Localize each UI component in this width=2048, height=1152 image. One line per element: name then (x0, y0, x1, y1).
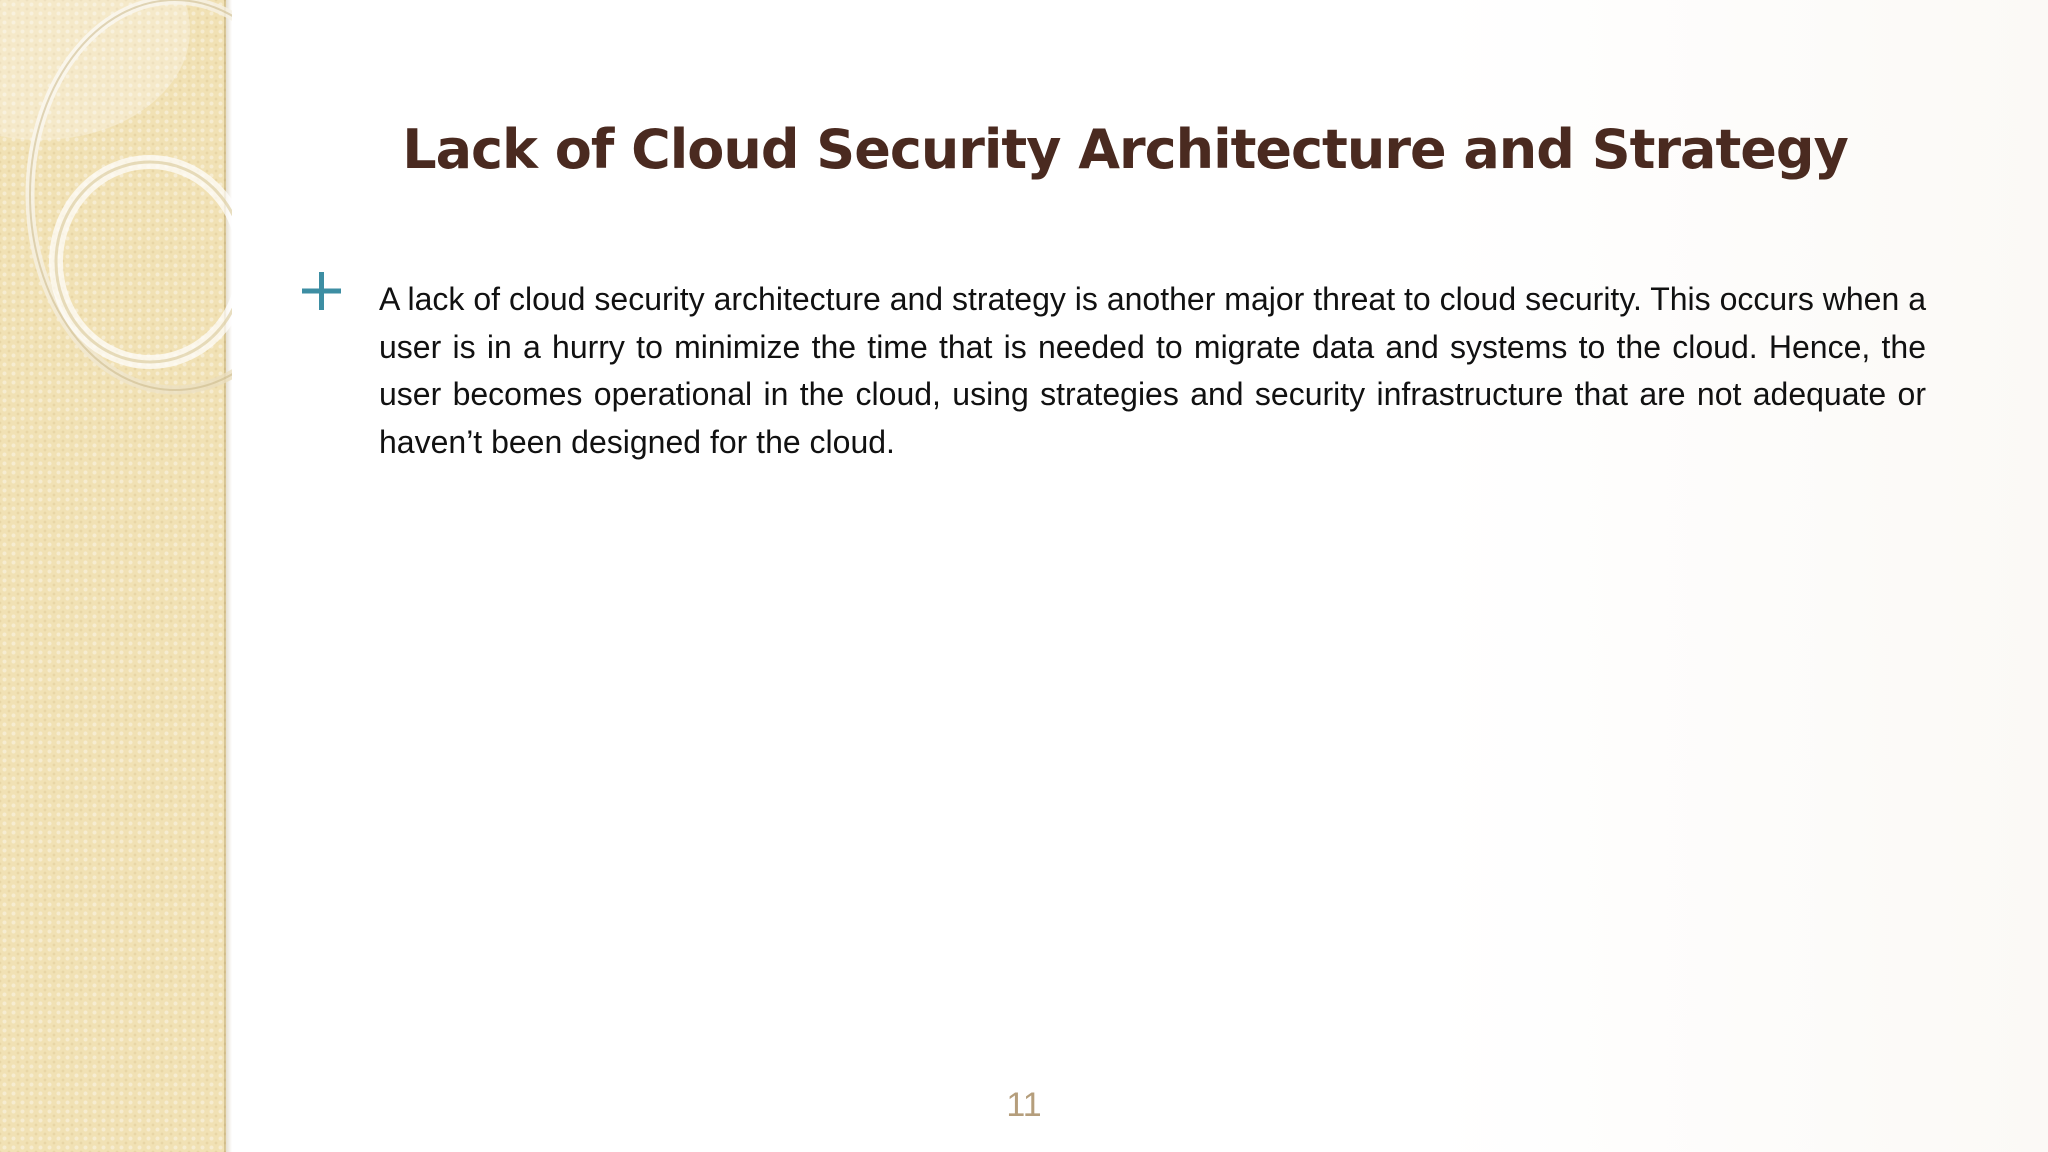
slide-number: 11 (1006, 1086, 1042, 1124)
slide-title: Lack of Cloud Security Architecture and Strategy (402, 118, 1848, 181)
decorative-swirl-graphic (0, 0, 232, 400)
bullet-text: A lack of cloud security architecture and strategy is another major threat to cloud security. This occurs when a user is in a hurry to minimize the time that is needed to migrate data and systems to the cloud. Hence, the user becomes operational in the cloud, using strategies and security infrastructure that are not adequate or haven’t been designed for the cloud. (379, 281, 1926, 460)
plus-icon (300, 270, 344, 314)
